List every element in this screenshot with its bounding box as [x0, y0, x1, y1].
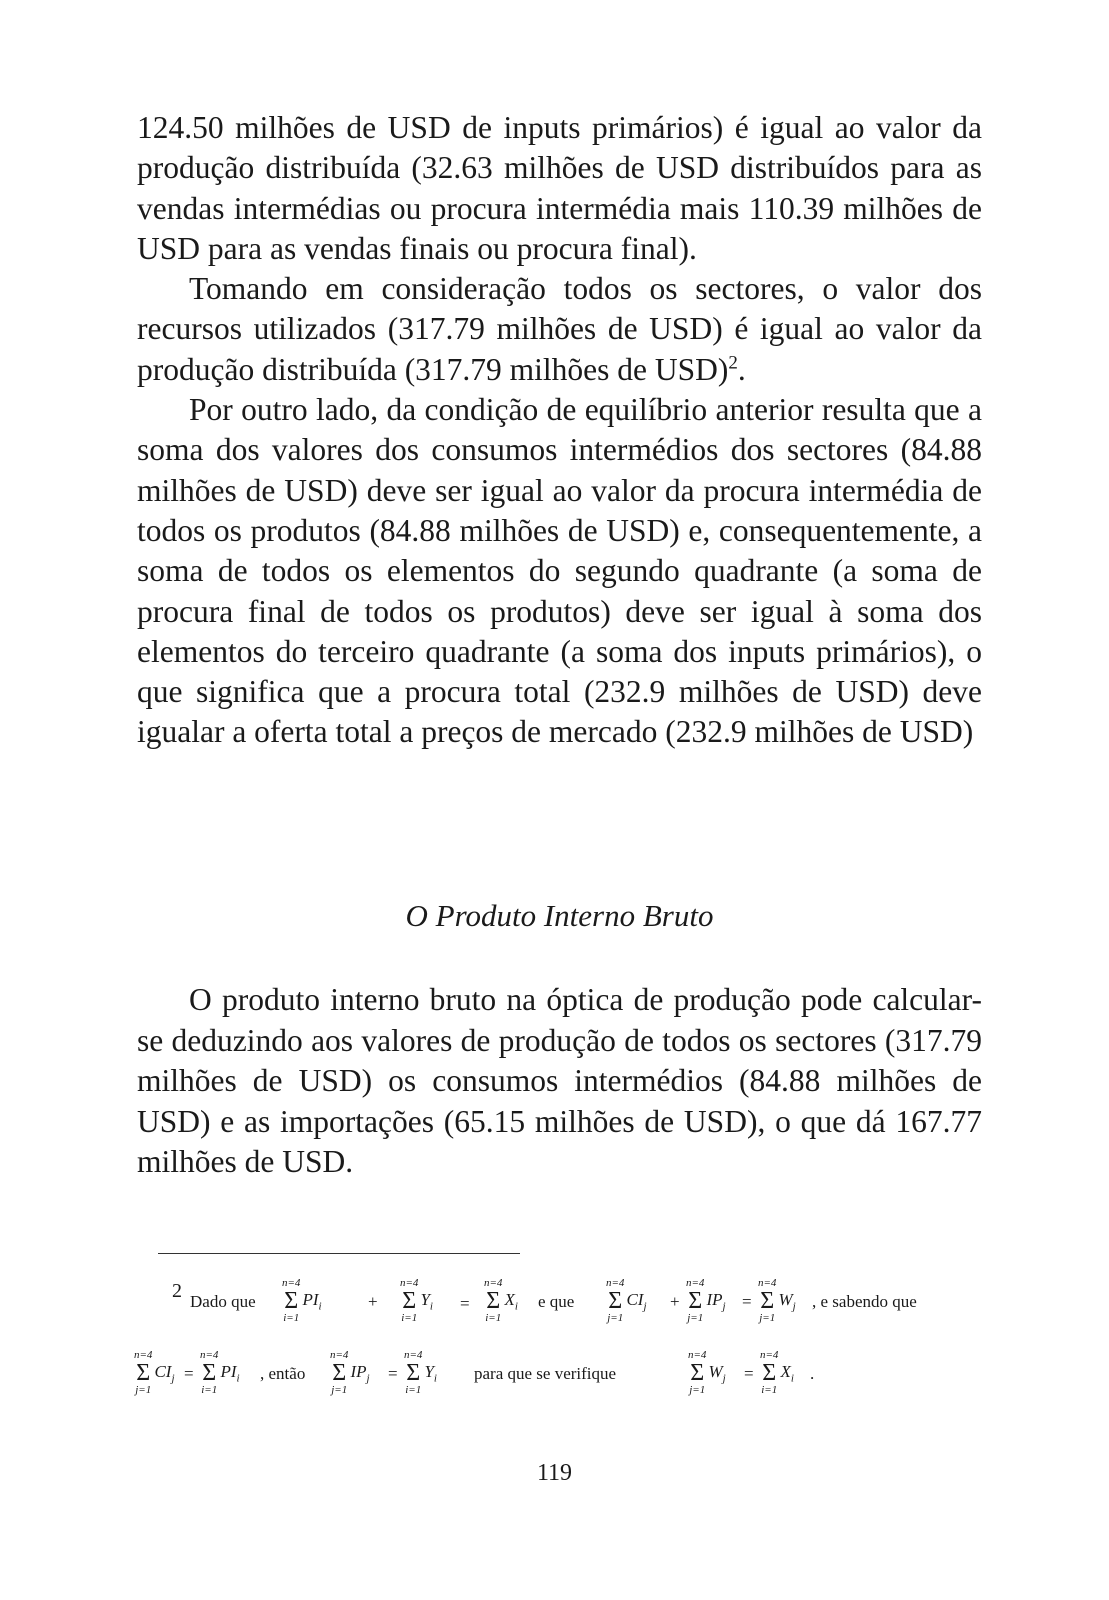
sum-ci-j-2: n=4 Σ j=1 $CI_j$	[134, 1349, 175, 1396]
section-heading: O Produto Interno Bruto	[405, 898, 714, 933]
section-paragraph: O produto interno bruto na óptica de produção pode calcular-se deduzindo aos valores de produção de todos os sectores (317.79 milhões de USD) os consumos intermédios (84.88 milhões de USD) e as importações (65.15 milhões de USD), o que dá 167.77 milhões de USD.	[137, 982, 982, 1179]
sum-w-j-2: n=4 Σ j=1 $W_j$	[688, 1349, 726, 1396]
text-dado-que: Dado que	[190, 1292, 256, 1311]
footnote-end-period: .	[810, 1364, 815, 1383]
footnote-number: 2	[172, 1280, 182, 1302]
text-e-sabendo-que: , e sabendo que	[812, 1292, 917, 1311]
equals-sign-3: =	[184, 1364, 194, 1383]
plus-sign: +	[368, 1292, 378, 1311]
footnote-reference[interactable]: 2	[728, 352, 738, 374]
paragraph-1: 124.50 milhões de USD de inputs primários) é igual ao valor da produção distribuída (32.63 milhões de USD distribuídos para as vendas intermédias ou procura intermédia mais 110.39 milhões de USD para as vendas finais ou procura final).	[137, 110, 982, 266]
section-body	[137, 980, 982, 1183]
sum-x-i-2: n=4 Σ i=1 $X_i$	[760, 1349, 794, 1396]
equals-sign-2: =	[742, 1292, 752, 1311]
equals-sign-5: =	[744, 1364, 754, 1383]
paragraph-2-end: .	[737, 351, 746, 387]
paragraph-2-text: Tomando em consideração todos os sectores, o valor dos recursos utilizados (317.79 milhões de USD) é igual ao valor da produção distribuída (317.79 milhões de USD)	[137, 271, 982, 387]
equals-sign-4: =	[388, 1364, 398, 1383]
paragraph-3: Por outro lado, da condição de equilíbrio anterior resulta que a soma dos valores dos consumos intermédios dos sectores (84.88 milhões de USD) deve ser igual ao valor da procura intermédia de todos os produtos (84.88 milhões de USD) e, consequentemente, a soma de todos os elementos do segundo quadrante (a soma de procura final de todos os produtos) deve ser igual à soma dos elementos do terceiro quadrante (a soma dos inputs primários), o que significa que a procura total (232.9 milhões de USD) deve igualar a oferta total a preços de mercado (232.9 milhões de USD)	[137, 392, 982, 750]
sum-pi-i: n=4 Σ i=1 $PI_i$	[282, 1277, 322, 1324]
equals-sign: =	[460, 1294, 470, 1313]
paragraph-2	[137, 269, 982, 390]
text-entao: , então	[260, 1364, 306, 1383]
footnote-divider	[158, 1253, 520, 1254]
sum-ip-j: n=4 Σ j=1 $IP_j$	[686, 1277, 726, 1324]
text-para-que: para que se verifique	[474, 1364, 617, 1383]
sum-ci-j: n=4 Σ j=1 $CI_j$	[606, 1277, 647, 1324]
footnote-line-1	[132, 1278, 982, 1350]
body-text	[137, 108, 982, 753]
sum-pi-i-2: n=4 Σ i=1 $PI_i$	[200, 1349, 240, 1396]
sum-x-i: n=4 Σ i=1 $X_i$	[484, 1277, 518, 1324]
page-number: 119	[536, 1460, 573, 1486]
sum-w-j: n=4 Σ j=1 $W_j$	[758, 1277, 796, 1324]
footnote-line-2	[132, 1350, 982, 1422]
text-e-que: e que	[538, 1292, 575, 1311]
footnote	[132, 1278, 982, 1422]
plus-sign-2: +	[670, 1292, 680, 1311]
sum-y-i: n=4 Σ i=1 $Y_i$	[400, 1277, 433, 1324]
sum-y-i-2: n=4 Σ i=1 $Y_i$	[404, 1349, 437, 1396]
sum-ip-j-2: n=4 Σ j=1 $IP_j$	[330, 1349, 370, 1396]
